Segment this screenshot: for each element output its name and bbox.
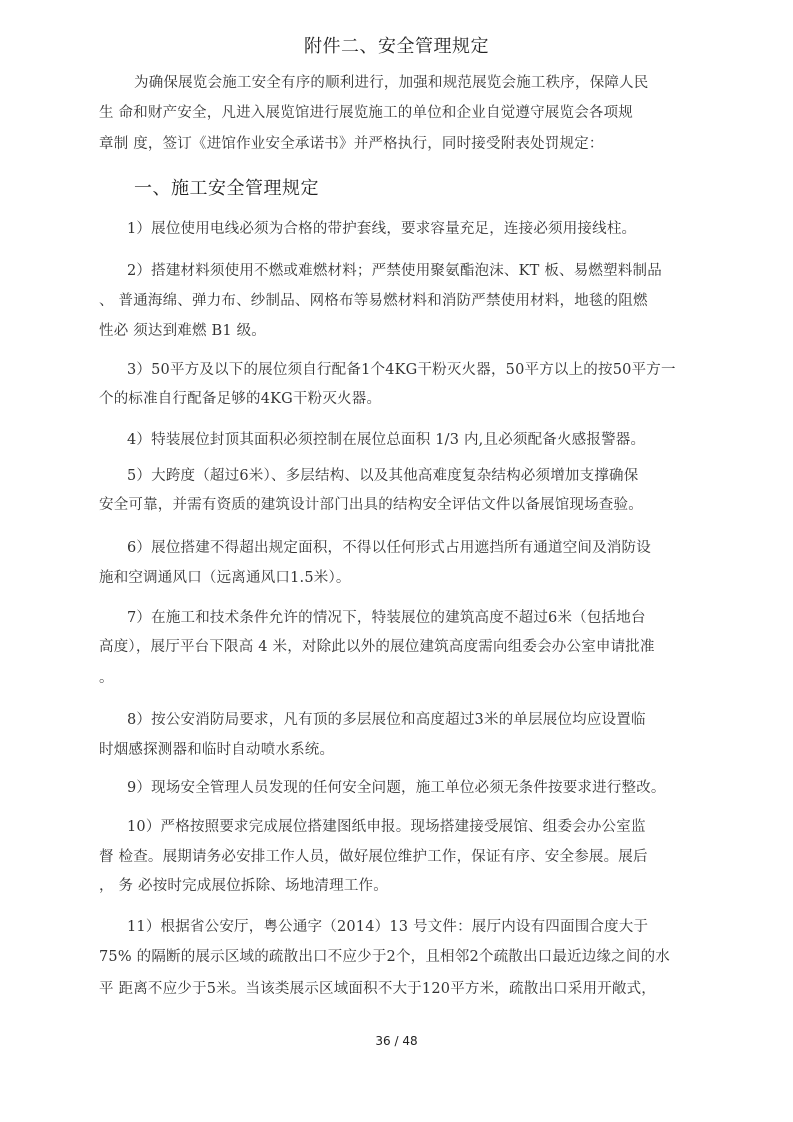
item-line: 1）展位使用电线必须为合格的带护套线，要求容量充足，连接必须用接线柱。 [127, 221, 637, 237]
item-line: 个的标准自行配备足够的4KG干粉灭火器。 [99, 391, 382, 407]
section-heading: 一、施工安全管理规定 [134, 178, 319, 199]
item-line: 性必 须达到难燃 B1 级。 [99, 323, 267, 339]
item-line: 高度），展厅平台下限高 4 米，对除此以外的展位建筑高度需向组委会办公室申请批准 [99, 639, 655, 655]
item-line: 9）现场安全管理人员发现的任何安全问题，施工单位必须无条件按要求进行整改。 [127, 780, 666, 796]
item-line: 、 普通海绵、弹力布、纱制品、网格布等易燃材料和消防严禁使用材料，地毯的阻燃 [99, 293, 648, 309]
item-line: 。 [99, 670, 114, 686]
item-line: 6）展位搭建不得超出规定面积，不得以任何形式占用遮挡所有通道空间及消防设 [127, 540, 651, 556]
item-line: 10）严格按照要求完成展位搭建图纸申报。现场搭建接受展馆、组委会办公室监 [127, 819, 646, 835]
item-line: 11）根据省公安厅，粤公通字（2014）13 号文件：展厅内设有四面围合度大于 [127, 919, 649, 935]
item-line: 4）特装展位封顶其面积必须控制在展位总面积 1/3 内,且必须配备火感报警器。 [127, 432, 646, 448]
item-line: 时烟感探测器和临时自动喷水系统。 [99, 742, 335, 758]
item-line: 75% 的隔断的展示区域的疏散出口不应少于2个，且相邻2个疏散出口最近边缘之间的水 [99, 949, 670, 965]
item-line: 施和空调通风口（远离通风口1.5米）。 [99, 570, 351, 586]
intro-line: 为确保展览会施工安全有序的顺利进行，加强和规范展览会施工秩序，保障人民 [134, 75, 649, 91]
intro-line: 生 命和财产安全，凡进入展览馆进行展览施工的单位和企业自觉遵守展览会各项规 [99, 105, 634, 121]
item-line: 督 检查。展期请务必安排工作人员，做好展位维护工作，保证有序、安全参展。展后 [99, 849, 648, 865]
item-line: 5）大跨度（超过6米）、多层结构、以及其他高难度复杂结构必须增加支撑确保 [127, 468, 639, 484]
item-line: 安全可靠，并需有资质的建筑设计部门出具的结构安全评估文件以备展馆现场查验。 [99, 497, 643, 513]
item-line: 3）50平方及以下的展位须自行配备1个4KG干粉灭火器，50平方以上的按50平方一 [127, 362, 676, 378]
item-line: 7）在施工和技术条件允许的情况下，特装展位的建筑高度不超过6米（包括地台 [127, 610, 646, 626]
item-line: 平 距离不应少于5米。当该类展示区域面积不大于120平方米，疏散出口采用开敞式， [99, 981, 657, 997]
item-line: 2）搭建材料须使用不燃或难燃材料；严禁使用聚氨酯泡沫、KT 板、易燃塑料制品 [127, 263, 662, 279]
intro-line: 章制 度，签订《进馆作业安全承诺书》并严格执行，同时接受附表处罚规定： [99, 136, 604, 152]
page-title: 附件二、安全管理规定 [304, 36, 489, 57]
item-line: ， 务 必按时完成展位拆除、场地清理工作。 [99, 878, 388, 894]
page-number: 36 / 48 [375, 1034, 418, 1048]
item-line: 8）按公安消防局要求，凡有顶的多层展位和高度超过3米的单层展位均应设置临 [127, 712, 646, 728]
